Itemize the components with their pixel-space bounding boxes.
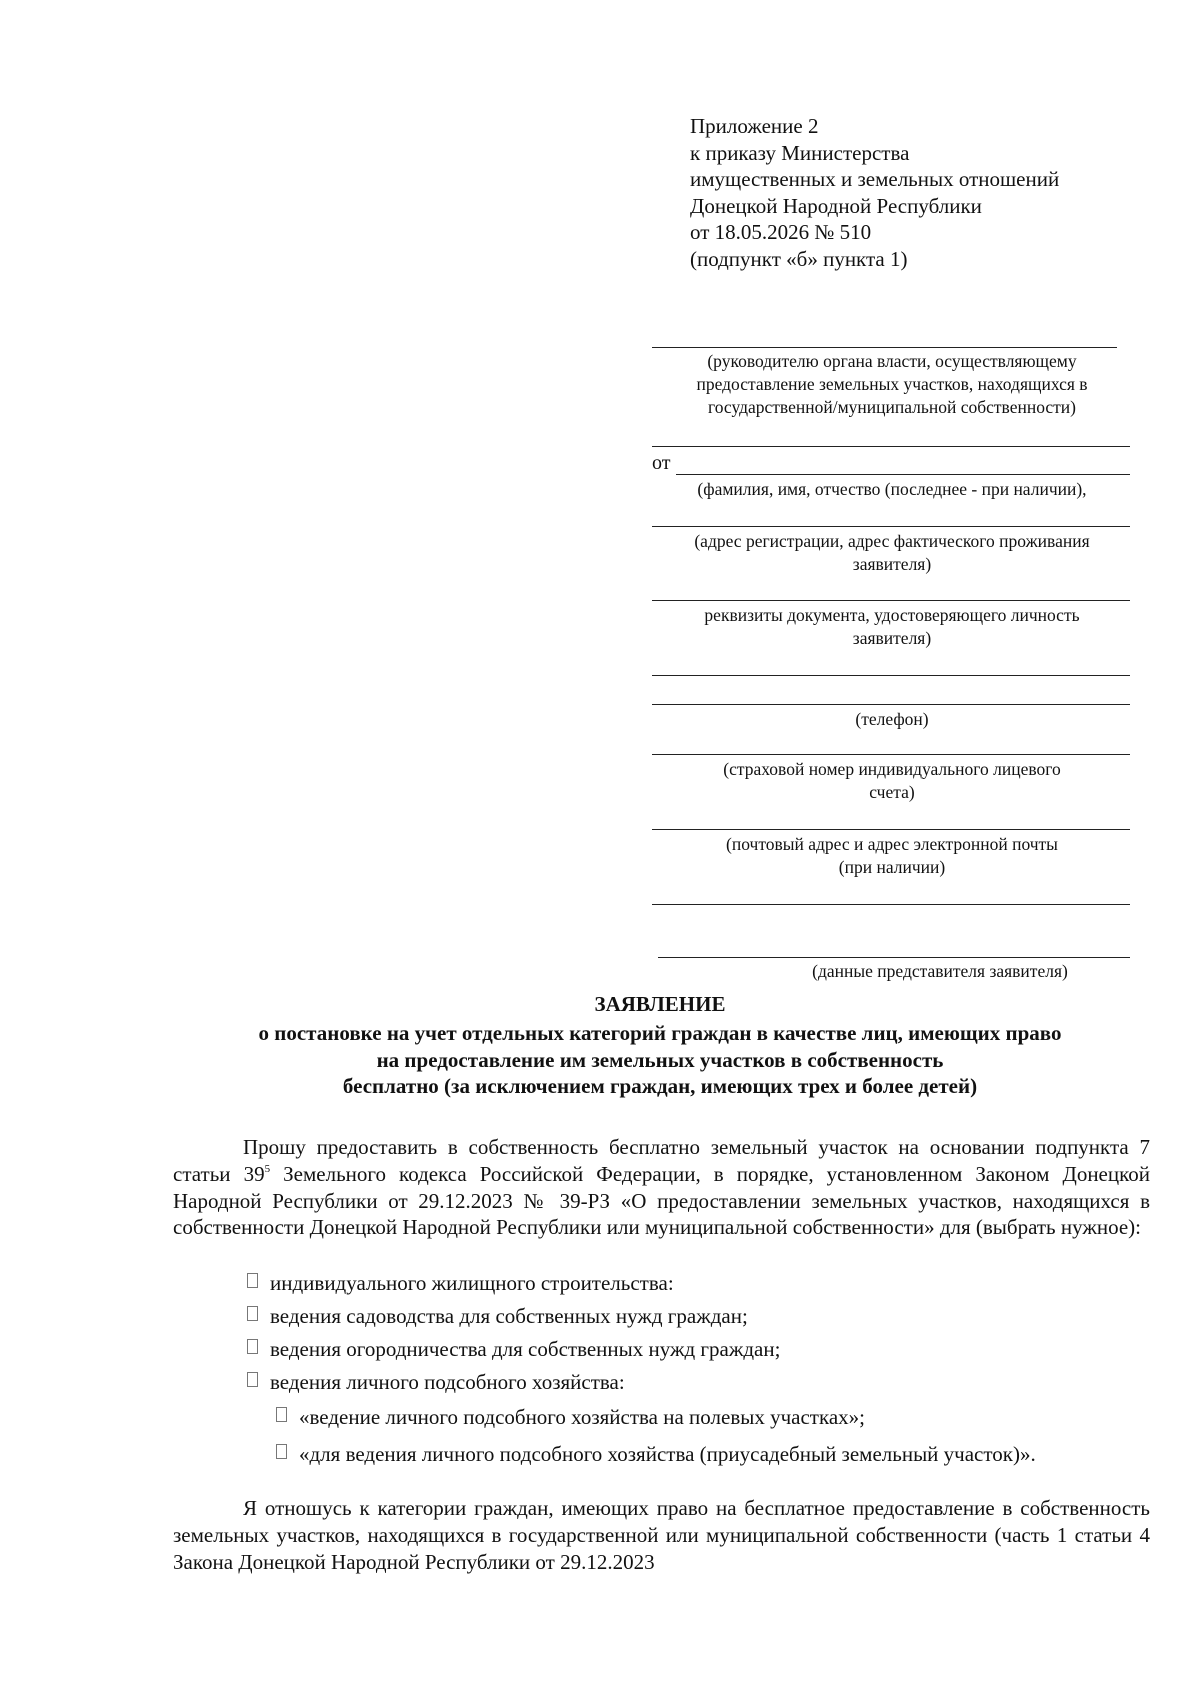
appendix-line: (подпункт «б» пункта 1)	[690, 246, 908, 271]
caption-line: реквизиты документа, удостоверяющего личность	[704, 605, 1080, 625]
from-label: от	[652, 452, 671, 474]
blank-line-address[interactable]	[652, 526, 1130, 527]
blank-line[interactable]	[652, 446, 1130, 447]
category-paragraph: Я отношусь к категории граждан, имеющих право на бесплатное предоставление в собственность земельных участков, находящихся в государственной или муниципальной собственности (часть 1 статьи 4 Закона Донецкой Народной Республики от 29.12.2023	[173, 1496, 1150, 1574]
blank-line-phone[interactable]	[652, 704, 1130, 705]
option-label: «ведение личного подсобного хозяйства на полевых участках»;	[299, 1405, 866, 1429]
blank-line-fio[interactable]	[676, 474, 1130, 475]
appendix-line: к приказу Министерства	[690, 140, 910, 165]
caption-line: предоставление земельных участков, находящихся в	[696, 374, 1088, 394]
blank-line[interactable]	[652, 904, 1130, 905]
appendix-line: Донецкой Народной Республики	[690, 193, 982, 218]
document-title: ЗАЯВЛЕНИЕ	[594, 992, 726, 1016]
snils-caption	[652, 758, 1132, 804]
option-item[interactable]	[247, 1337, 780, 1362]
request-paragraph	[173, 1134, 1150, 1241]
caption-line: заявителя)	[852, 628, 932, 648]
appendix-line: от 18.05.2026 № 510	[690, 220, 872, 244]
option-label: ведения садоводства для собственных нужд граждан;	[270, 1304, 748, 1328]
caption-line: (страховой номер индивидуального лицевого	[723, 759, 1061, 779]
checkbox-icon[interactable]	[276, 1444, 287, 1459]
blank-line-addressee[interactable]	[652, 347, 1117, 348]
blank-line-representative[interactable]	[658, 957, 1130, 958]
caption-line: заявителя)	[852, 554, 932, 574]
address-caption	[652, 530, 1132, 576]
superscript: 5	[264, 1162, 271, 1175]
blank-line-postal[interactable]	[652, 829, 1130, 830]
sub-option-item[interactable]	[173, 1441, 1150, 1468]
blank-line-snils[interactable]	[652, 754, 1130, 755]
checkbox-icon[interactable]	[276, 1407, 287, 1422]
caption-line: государственной/муниципальной собственности)	[707, 397, 1076, 417]
appendix-line: имущественных и земельных отношений	[690, 167, 1060, 191]
subtitle-line: на предоставление им земельных участков в собственность	[376, 1047, 944, 1072]
caption-line: (при наличии)	[838, 857, 946, 877]
appendix-block	[690, 113, 1059, 272]
subtitle-line: о постановке на учет отдельных категорий граждан в качестве лиц, имеющих право	[258, 1021, 1062, 1045]
option-item[interactable]	[247, 1304, 748, 1329]
checkbox-icon[interactable]	[247, 1306, 258, 1321]
appendix-line: Приложение 2	[690, 114, 819, 138]
blank-line[interactable]	[652, 675, 1130, 676]
caption-line: (адрес регистрации, адрес фактического проживания	[694, 531, 1090, 551]
paragraph-text: Прошу предоставить в собственность бесплатно земельный участок на основании подпункта 7 статьи 39	[173, 1135, 1150, 1186]
blank-line-id[interactable]	[652, 600, 1130, 601]
postal-caption	[652, 833, 1132, 879]
id-caption	[652, 604, 1132, 650]
caption-line: (руководителю органа власти, осуществляющему	[707, 351, 1077, 371]
addressee-caption	[652, 350, 1132, 419]
subtitle-line: бесплатно (за исключением граждан, имеющих трех и более детей)	[342, 1074, 978, 1098]
fio-caption: (фамилия, имя, отчество (последнее - при наличии),	[697, 479, 1087, 499]
option-label: ведения личного подсобного хозяйства:	[270, 1370, 625, 1394]
option-label: «для ведения личного подсобного хозяйства (приусадебный земельный участок)».	[299, 1442, 1036, 1466]
paragraph-text: Земельного кодекса Российской Федерации, в порядке, установленном Законом Донецкой Народной Республики от 29.12.2023 № 39-РЗ «О предоставлении земельных участков, находящихся в собственности Донецкой Народной Республики или муниципальной собственности» для (выбрать нужное):	[173, 1161, 1150, 1240]
sub-option-item[interactable]	[276, 1405, 865, 1430]
checkbox-icon[interactable]	[247, 1372, 258, 1387]
phone-caption: (телефон)	[855, 709, 929, 729]
representative-caption: (данные представителя заявителя)	[812, 961, 1068, 981]
option-item[interactable]	[247, 1271, 674, 1296]
document-subtitle	[180, 1020, 1140, 1100]
caption-line: (почтовый адрес и адрес электронной почты	[726, 834, 1058, 854]
caption-line: счета)	[869, 782, 915, 802]
option-label: индивидуального жилищного строительства:	[270, 1271, 674, 1295]
option-item[interactable]	[247, 1370, 625, 1395]
checkbox-icon[interactable]	[247, 1273, 258, 1288]
checkbox-icon[interactable]	[247, 1339, 258, 1354]
option-label: ведения огородничества для собственных нужд граждан;	[270, 1337, 781, 1361]
